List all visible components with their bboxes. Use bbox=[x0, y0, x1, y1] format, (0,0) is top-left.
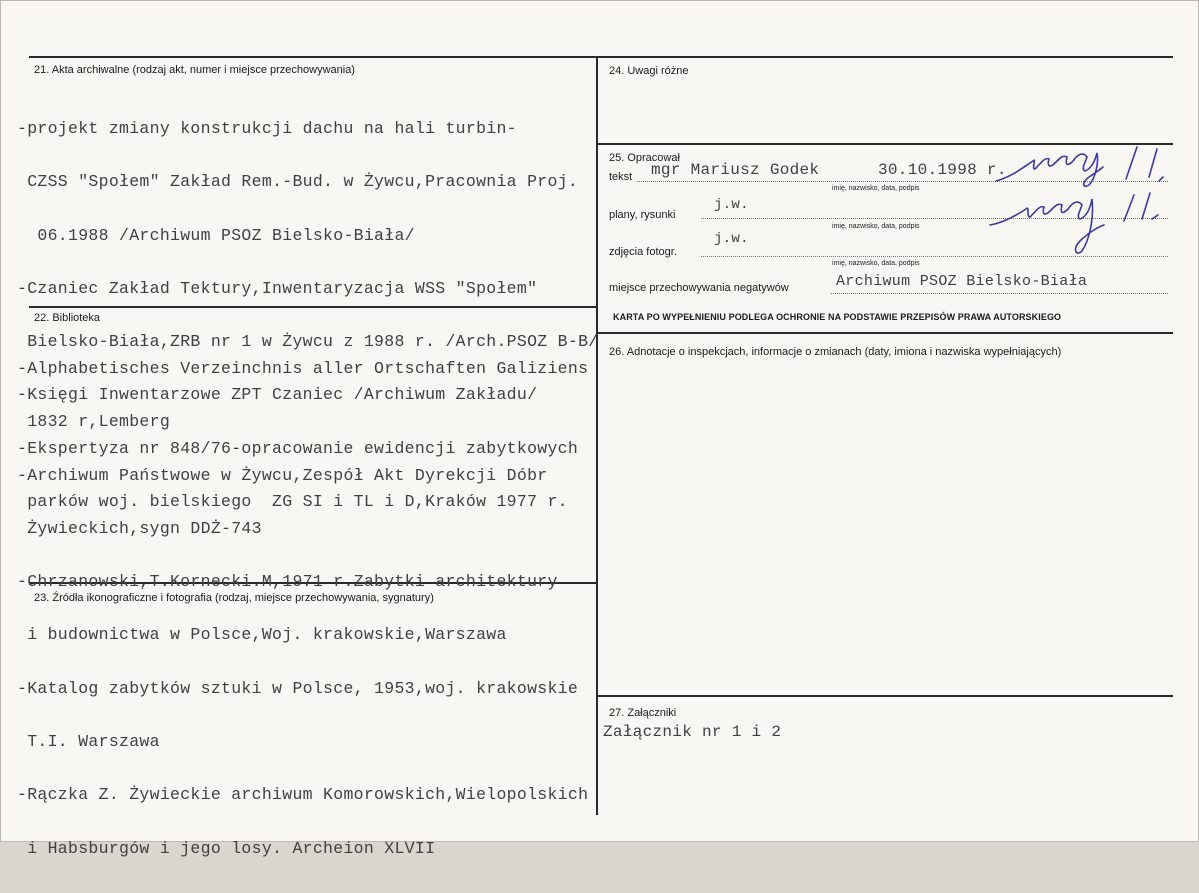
section-21-line: -Ekspertyza nr 848/76-opracowanie ewidencji zabytkowych bbox=[17, 438, 579, 458]
section-22-line: 1832 r,Lemberg bbox=[17, 412, 171, 432]
section-21-line: CZSS "Społem" Zakład Rem.-Bud. w Żywcu,Pracownia Proj. bbox=[17, 172, 579, 192]
section-25-heading: 25. Opracował bbox=[609, 152, 680, 164]
miejsce-line bbox=[831, 293, 1168, 294]
tekst-label: tekst bbox=[609, 171, 633, 183]
tekst-date: 30.10.1998 r. bbox=[878, 161, 1007, 179]
section-27-heading: 27. Załączniki bbox=[609, 707, 677, 719]
tekst-caption: imię, nazwisko, data, podpis bbox=[832, 185, 920, 192]
section-22-line: i budownictwa w Polsce,Woj. krakowskie,Warszawa bbox=[17, 625, 507, 645]
zdjecia-caption: imię, nazwisko, data, podpis bbox=[832, 260, 920, 267]
section-21-heading: 21. Akta archiwalne (rodzaj akt, numer i miejsce przechowywania) bbox=[34, 64, 355, 76]
plany-label: plany, rysunki bbox=[609, 209, 676, 221]
section-22-heading: 22. Biblioteka bbox=[34, 312, 101, 324]
section-21-line: -Czaniec Zakład Tektury,Inwentaryzacja WSS "Społem" bbox=[17, 278, 538, 298]
section-22-line: Żywieckich,sygn DDŻ-743 bbox=[17, 518, 262, 538]
copyright-notice: KARTA PO WYPEŁNIENIU PODLEGA OCHRONIE NA PODSTAWIE PRZEPISÓW PRAWA AUTORSKIEGO bbox=[613, 312, 1062, 322]
section-22-line: -Chrzanowski,T.Kornecki.M,1971 r.Zabytki architektury bbox=[17, 572, 558, 592]
tekst-author: mgr Mariusz Godek bbox=[651, 161, 820, 179]
section-21-line: Bielsko-Biała,ZRB nr 1 w Żywcu z 1988 r. /Arch.PSOZ B-B/ bbox=[17, 332, 599, 352]
section-22-line: -Rączka Z. Żywieckie archiwum Komorowskich,Wielopolskich bbox=[17, 785, 589, 805]
zdjecia-value: j.w. bbox=[714, 231, 749, 247]
section-27-value: Załącznik nr 1 i 2 bbox=[603, 723, 782, 741]
signature-plany bbox=[986, 189, 1171, 259]
rule-26-27 bbox=[597, 695, 1173, 697]
zdjecia-label: zdjęcia fotogr. bbox=[609, 246, 677, 258]
section-21-line: parków woj. bielskiego ZG SI i TL i D,Kraków 1977 r. bbox=[17, 492, 568, 512]
section-21-line: -projekt zmiany konstrukcji dachu na hali turbin- bbox=[17, 119, 517, 138]
section-26-heading: 26. Adnotacje o inspekcjach, informacje o zmianach (daty, imiona i nazwiska wypełniających) bbox=[609, 346, 1062, 358]
section-22-line: -Alphabetisches Verzeinchnis aller Ortschaften Galiziens bbox=[17, 359, 589, 378]
signature-tekst bbox=[991, 139, 1171, 189]
section-21-line: 06.1988 /Archiwum PSOZ Bielsko-Biała/ bbox=[17, 225, 415, 245]
miejsce-label: miejsce przechowywania negatywów bbox=[609, 282, 789, 294]
plany-caption: imię, nazwisko, data, podpis bbox=[832, 223, 920, 230]
section-22-line: -Archiwum Państwowe w Żywcu,Zespół Akt Dyrekcji Dóbr bbox=[17, 465, 548, 485]
section-22-line: i Habsburgów i jego losy. Archeion XLVII bbox=[17, 838, 436, 858]
section-22-text bbox=[17, 324, 588, 893]
plany-value: j.w. bbox=[714, 197, 749, 213]
rule-25-26 bbox=[597, 332, 1173, 334]
miejsce-value: Archiwum PSOZ Bielsko-Biała bbox=[836, 273, 1088, 290]
section-22-line: T.I. Warszawa bbox=[17, 732, 160, 752]
top-rule bbox=[29, 56, 1173, 58]
section-21-line: -Księgi Inwentarzowe ZPT Czaniec /Archiwum Zakładu/ bbox=[17, 385, 538, 405]
section-24-heading: 24. Uwagi różne bbox=[609, 65, 689, 77]
section-23-heading: 23. Źródła ikonograficzne i fotografia (rodzaj, miejsce przechowywania, sygnatury) bbox=[34, 592, 434, 604]
section-22-line: -Katalog zabytków sztuki w Polsce, 1953,woj. krakowskie bbox=[17, 678, 579, 698]
